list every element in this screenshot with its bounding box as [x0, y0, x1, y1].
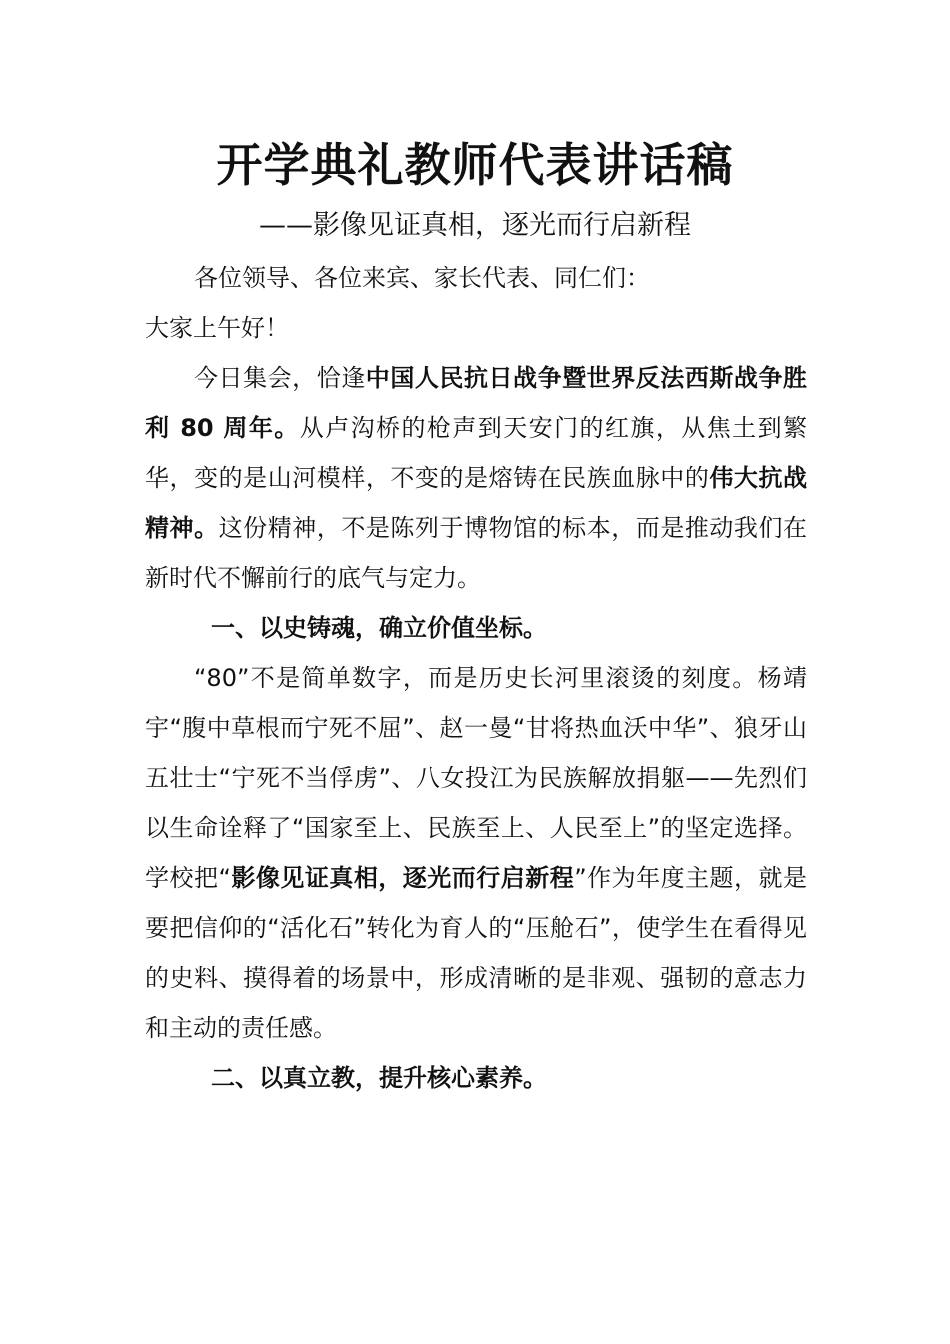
section-1-heading: 一、以史铸魂，确立价值坐标。: [211, 614, 547, 642]
paragraph-1-text-3: 这份精神，不是陈列于博物馆的标本，而是推动我们在新时代不懈前行的底气与定力。: [145, 514, 808, 592]
paragraph-1-text-1: 今日集会，恰逢: [194, 364, 366, 392]
document-body: [145, 253, 807, 1103]
paragraph-2-text-2: ”作为年度主题，就是要把信仰的“活化石”转化为育人的“压舱石”，使学生在看得见的史料、摸得着的场景中，形成清晰的是非观、强韧的意志力和主动的责任感。: [145, 864, 808, 1042]
section-2-heading: 二、以真立教，提升核心素养。: [211, 1064, 547, 1092]
paragraph-2-text-1: “80”不是简单数字，而是历史长河里滚烫的刻度。杨靖宇“腹中草根而宁死不屈”、赵一曼“甘将热血沃中华”、狼牙山五壮士“宁死不当俘虏”、八女投江为民族解放捐躯——先烈们以生命诠释了“国家至上、民族至上、人民至上”的坚定选择。学校把“: [145, 664, 807, 892]
greeting: 大家上午好！: [145, 314, 289, 342]
salutation: 各位领导、各位来宾、家长代表、同仁们：: [194, 264, 650, 292]
document-subtitle: ——影像见证真相，逐光而行启新程: [259, 210, 691, 241]
document-title: 开学典礼教师代表讲话稿: [216, 138, 734, 192]
paragraph-1-text-2: 从卢沟桥的枪声到天安门的红旗，从焦土到繁华，变的是山河模样，不变的是熔铸在民族血脉中的: [145, 414, 808, 492]
paragraph-2: [145, 653, 807, 1053]
paragraph-1-bold-1: 中国人民抗日战争暨世界反法西斯战争胜利 80 周年。: [145, 364, 808, 442]
paragraph-1: [145, 353, 807, 603]
paragraph-2-bold-1: 影像见证真相，逐光而行启新程: [230, 864, 575, 892]
paragraph-1-bold-2: 伟大抗战精神。: [145, 464, 808, 542]
